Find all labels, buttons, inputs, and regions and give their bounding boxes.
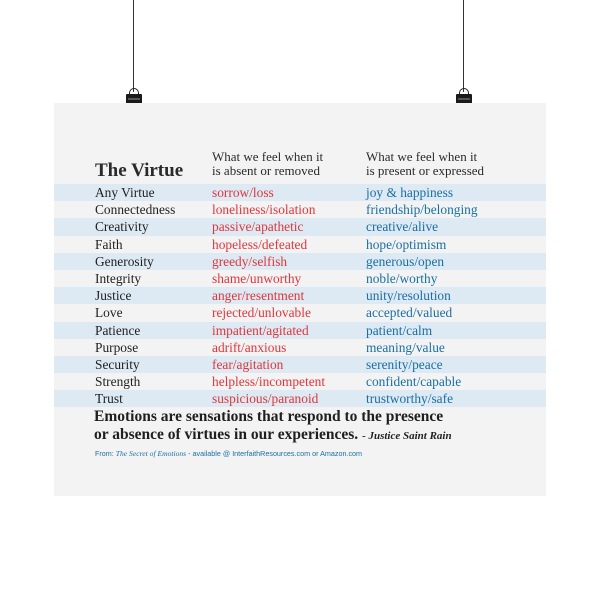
present-cell: accepted/valued [366,305,453,321]
present-cell: confident/capable [366,374,462,390]
virtue-cell: Faith [95,236,123,252]
present-cell: unity/resolution [366,288,451,304]
quote-line1: Emotions are sensations that respond to the presence [94,408,444,425]
header-absent-line2: is absent or removed [212,163,320,178]
table-row [54,373,546,390]
poster [54,103,546,496]
absent-cell: adrift/anxious [212,339,287,355]
present-cell: patient/calm [366,322,433,338]
present-cell: friendship/belonging [366,202,478,218]
table-row [54,236,546,253]
virtue-cell: Patience [95,322,141,338]
table-row [54,287,546,304]
source-prefix: From: [95,449,116,458]
table-row [54,253,546,270]
virtue-cell: Generosity [95,253,154,269]
header-virtue: The Virtue [95,160,184,181]
absent-cell: sorrow/loss [212,185,274,200]
present-cell: creative/alive [366,219,439,235]
table-row [54,201,546,218]
absent-cell: rejected/unlovable [212,305,311,321]
absent-cell: passive/apathetic [212,219,304,235]
header-absent [212,150,372,178]
virtue-table [54,184,546,407]
absent-cell: greedy/selfish [212,253,288,269]
virtue-cell: Integrity [95,270,142,286]
table-row [54,184,546,201]
present-cell: generous/open [366,253,445,269]
virtue-cell: Any Virtue [95,185,155,200]
source-suffix: - available @ InterfaithResources.com or Amazon.com [186,449,363,458]
virtue-cell: Purpose [95,339,139,355]
table-row [54,390,546,407]
absent-cell: anger/resentment [212,288,305,304]
header-present-line1: What we feel when it [366,149,478,164]
present-cell: hope/optimism [366,236,447,252]
virtue-cell: Connectedness [95,202,176,218]
virtue-cell: Security [95,356,140,372]
virtue-cell: Justice [95,288,132,304]
header-present [366,150,526,178]
header-present-line2: is present or expressed [366,163,485,178]
virtue-cell: Strength [95,374,141,390]
source-credit [95,449,362,458]
quote-author: - Justice Saint Rain [362,430,452,442]
present-cell: trustworthy/safe [366,391,454,407]
header-absent-line1: What we feel when it [212,149,324,164]
present-cell: noble/worthy [366,270,438,286]
virtue-cell: Creativity [95,219,149,235]
table-row [54,322,546,339]
virtue-cell: Love [95,305,123,321]
quote-line2: or absence of virtues in our experiences. [94,426,359,443]
present-cell: joy & happiness [366,185,454,200]
absent-cell: helpless/incompetent [212,374,326,390]
present-cell: meaning/value [366,339,445,355]
table-row [54,270,546,287]
hanging-wire-left [133,0,134,92]
absent-cell: hopeless/defeated [212,236,308,252]
table-row [54,339,546,356]
virtue-cell: Trust [95,391,123,407]
hanging-wire-right [463,0,464,92]
quote-line2-wrap [94,426,534,445]
present-cell: serenity/peace [366,356,443,372]
table-header [54,150,546,183]
source-title: The Secret of Emotions [115,449,187,458]
absent-cell: impatient/agitated [212,322,309,338]
table-row [54,218,546,235]
absent-cell: fear/agitation [212,356,284,372]
absent-cell: suspicious/paranoid [212,391,319,407]
absent-cell: loneliness/isolation [212,202,316,218]
table-row [54,356,546,373]
table-row [54,304,546,321]
quote [94,408,534,445]
absent-cell: shame/unworthy [212,270,302,286]
